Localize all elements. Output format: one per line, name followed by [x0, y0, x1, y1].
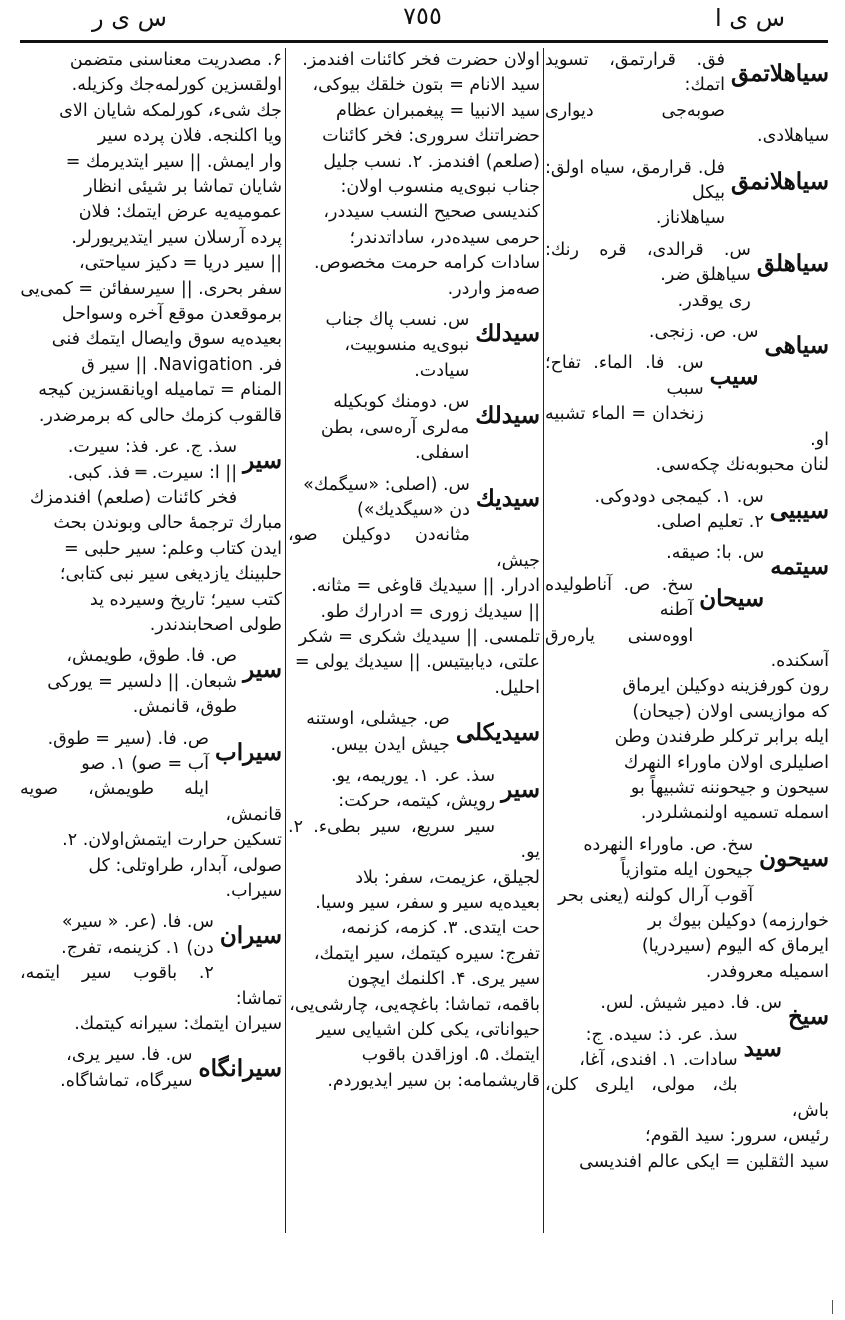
entry-text-line: باقمه، تماشا: باغچه‌یی، چارشی‌یی، — [289, 994, 540, 1015]
entry-text-line: زنخدان = الماء تشبیه او. — [545, 404, 829, 450]
entry-text-line: رویش، کیتمه، حرکت: — [338, 791, 496, 812]
entry-text-line: حت ایتدی. ۳. کزمه، کزنمه، — [340, 918, 540, 939]
page-header — [0, 0, 845, 40]
dictionary-entry — [20, 910, 282, 1037]
entry-text-line: که موازیسی اولان (جیحان) — [632, 701, 829, 722]
dictionary-entry — [545, 48, 829, 150]
dictionary-entry — [545, 156, 829, 232]
entry-text-line: سیراب. — [225, 881, 282, 901]
entry-headword: سیدیك — [475, 484, 540, 512]
entry-headword: سیدیکلی — [455, 719, 540, 747]
middle-column — [288, 48, 540, 1233]
entry-text-line: مه‌لری آره‌سی، بطن — [320, 417, 470, 438]
entry-headword: سیب — [709, 363, 759, 391]
dictionary-entry — [288, 473, 540, 702]
margin-mark — [832, 1300, 833, 1314]
entry-text-line: س. ۱. کیمجی دودوکی. — [594, 486, 764, 507]
entry-text-line: کندیسی صحیح النسب سیددر، — [323, 202, 540, 223]
entry-text-line: سید الانبیا = پیغمبران عظام — [336, 100, 540, 121]
entry-text-line: سخ. ص. آناطولیده آطنه — [545, 574, 694, 621]
entry-text-line: حیواناتی، یکی کلن اشیایی سیر — [316, 1020, 540, 1041]
entry-text-line: تفرج: سیره کیتمك، سیر ایتمك، — [313, 943, 540, 964]
dictionary-entry — [288, 48, 540, 302]
dictionary-entry — [20, 644, 282, 720]
entry-text-line: احلیل. — [494, 677, 540, 698]
entry-text-line: (صلعم) افندمز. ۲. نسب جلیل — [323, 151, 540, 172]
entry-text-line: ۲. تعلیم اصلی. — [655, 511, 764, 532]
dictionary-entry — [20, 1043, 282, 1094]
entry-text-line: اولقسزین کورلمه‌جك وکزیله. — [71, 75, 282, 96]
entry-text-line: سیر یری. ۴. اکلنمك ایچون — [347, 969, 540, 990]
entry-text-line: س. فا. (عر. « سیر» — [61, 912, 214, 933]
entry-text-line: س. دومنك کوبکیله — [333, 392, 470, 413]
entry-headword: سیبیی — [769, 496, 829, 524]
header-right-guideword: س ى ا — [714, 4, 785, 32]
dictionary-entry — [545, 238, 829, 314]
entry-text-line: المنام = تمامیله اویانقسزین کیجه — [38, 380, 282, 401]
dictionary-entry — [545, 573, 829, 827]
dictionary-entry — [545, 320, 829, 360]
entry-headword: سیاهلق — [756, 249, 829, 277]
entry-text-line: طولی اصحابندندر. — [149, 614, 282, 635]
entry-text-line: سفر بحری. || سیرسفائن = کمی‌یی — [20, 278, 282, 299]
entry-text-line: || سیدیك زوری = ادرارك طو. — [320, 601, 540, 622]
entry-text-line: پرده آرسلان سیر ایتدیریورلر. — [71, 227, 282, 248]
entry-text-line: رئیس، سرور: سید القوم؛ — [645, 1126, 829, 1147]
dictionary-entry — [20, 435, 282, 638]
dictionary-entry — [20, 48, 282, 429]
entry-text-line: حضراتنك سروری: فخر کائنات — [322, 126, 540, 147]
entry-text-line: نبوی‌یه منسوبیت، — [344, 335, 470, 356]
entry-headword: سیر — [243, 447, 282, 475]
entry-text-line: ص. فا. طوق، طویمش، — [66, 646, 238, 667]
entry-text-line: حلبینك یازدیغی سیر نبی کتابی؛ — [59, 564, 282, 585]
entry-text-line: ویا اکلنجه. فلان پرده سیر — [97, 126, 282, 147]
entry-text-line: اسمله تسمیه اولنمشلردر. — [640, 803, 829, 824]
entry-text-line: ص. فا. (سیر = طوق. — [47, 728, 210, 749]
entry-text-line: شایان تماشا بر شیئی انظار — [84, 177, 282, 198]
entry-text-line: طوق، قانمش. — [132, 697, 238, 718]
entry-text-line: س. فا. الماء. تفاح؛ سبب — [545, 353, 704, 399]
entry-text-line: کتب سیر؛ تاریخ وسیرده ید — [89, 589, 282, 610]
entry-text-line: بعیده‌یه سوق وایصال ایتمك فنی — [51, 329, 282, 350]
entry-text-line: سیحون و جیحوننه تشبیهاً بو — [630, 777, 829, 798]
entry-text-line: مثانه‌دن دوکیلن صو، جیش، — [288, 525, 540, 571]
entry-text-line: صولی، آبدار، طراوتلی: کل — [88, 855, 282, 876]
column-divider — [543, 48, 544, 1233]
column-divider — [285, 48, 286, 1233]
entry-headword: سیر — [501, 775, 540, 803]
entry-text-line: سیاهلاناز. — [655, 208, 726, 229]
entry-headword: سیاهی — [764, 332, 829, 360]
entry-text-line: سخ. ص. ماوراء النهرده — [583, 834, 754, 855]
entry-headword: سید — [743, 1034, 782, 1062]
right-column — [545, 48, 829, 1233]
entry-headword: سیدلك — [475, 320, 540, 348]
dictionary-entry — [545, 833, 829, 985]
entry-text-line: اسمیله معروفدر. — [705, 961, 829, 982]
dictionary-entry — [288, 390, 540, 466]
entry-headword: سیخ — [787, 1003, 829, 1031]
dictionary-entry — [20, 727, 282, 905]
dictionary-entry — [545, 485, 829, 536]
entry-text-line: ادرار. || سیدیك قاوغی = مثانه. — [311, 576, 540, 597]
entry-text-line: سیر سریع، سیر بطیء. ۲. یو. — [288, 816, 540, 863]
entry-text-line: سیادت. — [414, 360, 470, 381]
entry-text-line: اسفلی. — [414, 443, 470, 464]
entry-text-line: صه‌مز واردر. — [447, 278, 540, 299]
entry-text-line: خوارزمه) دوکیلن بیوك بر — [647, 911, 829, 931]
entry-text-line: آب = صو) ۱. صو — [81, 753, 210, 774]
entry-text-line: سادات کرامه حرمت مخصوص. — [313, 253, 540, 274]
entry-text-line: اووه‌سنی یاره‌رق آسکنده. — [545, 625, 829, 671]
entry-headword: سیرانگاه — [198, 1055, 282, 1083]
entry-text-line: س. قرالدی، قره رنك: سیاهلق ضر. — [545, 239, 751, 286]
entry-text-line: س. (اصلی: «سیگمك» — [303, 474, 470, 495]
entry-text-line: بعیده‌یه سیر و سفر، سیر وسیا. — [315, 893, 540, 913]
entry-headword: سیاهلانمق — [731, 167, 829, 195]
entry-text-line: ۶. مصدریت معناسنی متضمن — [69, 50, 282, 70]
entry-text-line: وار ایمش. || سیر ایتدیرمك = — [65, 151, 282, 172]
entry-text-line: || سیر دریا = دکیز سیاحتی، — [79, 253, 282, 274]
entry-text-line: قالقوب کزمك حالی که برمرضدر. — [38, 405, 282, 426]
dictionary-entry — [545, 991, 829, 1031]
entry-text-line: اصلیلری اولان ماوراء النهرك — [623, 752, 829, 773]
entry-text-line: مبارك ترجمهٔ حالی وبوندن بحث — [53, 513, 282, 534]
entry-text-line: ایرماق که الیوم (سیردریا) — [641, 936, 829, 957]
entry-text-line: عمومیه‌یه عرض ایتمك: فلان — [78, 202, 282, 223]
left-column — [20, 48, 282, 1233]
entry-text-line: سادات. ۱. افندی، آغا، — [579, 1050, 738, 1071]
header-left-guideword: س ى ر — [92, 4, 167, 32]
dictionary-entry — [545, 541, 829, 581]
entry-text-line: س. ص. زنجی. — [648, 322, 759, 343]
entry-text-line: سذ. ج. عر. فذ: سیرت. — [67, 437, 238, 458]
entry-text-line: جك شیء، کورلمکه شایان الای — [59, 100, 282, 121]
entry-headword: سیاهلاتمق — [731, 60, 829, 87]
dictionary-entry — [288, 308, 540, 384]
entry-text-line: ایله برابر ترکلر طرفندن وطن — [614, 727, 829, 748]
entry-text-line: سید الانام = بتون خلقك بیوکی، — [312, 75, 540, 96]
entry-text-line: سذ. عر. ۱. یوریمه، یو. — [330, 765, 496, 786]
entry-text-line: بك، مولی، ایلری کلن، باش، — [545, 1075, 829, 1121]
header-rule — [20, 40, 828, 43]
entry-text-line: س. فا. سیر یری، — [66, 1045, 193, 1066]
entry-text-line: سیران ایتمك: سیرانه کیتمك. — [74, 1014, 282, 1035]
entry-text-line: ایتمك. ۵. اوزاقدن باقوب — [361, 1045, 540, 1066]
entry-headword: سیر — [243, 656, 282, 684]
entry-text-line: فل. قرارمق، سیاه اولق: بیکل — [545, 157, 726, 204]
entry-text-line: ص. جیشلی، اوستنه — [306, 709, 450, 730]
entry-text-line: تسکین حرارت ایتمش‌اولان. ۲. — [62, 830, 282, 851]
entry-text-line: رون کورفزینه دوکیلن ایرماق — [622, 676, 829, 697]
entry-text-line: حرمی سیده‌در، ساداتدندر؛ — [349, 227, 540, 248]
entry-text-line: جیش ایدن بیس. — [330, 734, 450, 755]
entry-text-line: دن) ۱. کزینمه، تفرج. — [61, 937, 214, 958]
entry-text-line: فخر کائنات (صلعم) افندمزك — [29, 487, 238, 508]
entry-text-line: سیرگاه، تماشاگاه. — [60, 1070, 193, 1091]
entry-text-line: ۲. باقوب سیر ایتمه، تماشا: — [20, 963, 282, 1009]
dictionary-entry — [545, 1023, 829, 1175]
entry-text-line: سذ. عر. ذ: سیده. ج: — [585, 1024, 738, 1045]
entry-headword: سیران — [219, 922, 282, 950]
entry-text-line: فر. Navigation. || سیر ق — [81, 354, 282, 375]
entry-headword: سیحان — [699, 584, 765, 612]
entry-headword: سیدلك — [475, 402, 540, 430]
entry-text-line: آقوب آرال کولنه (یعنی بحر — [558, 885, 754, 906]
entry-text-line: ری یوقدر. — [677, 290, 751, 311]
entry-text-line: ایله طویمش، صویه قانمش، — [20, 779, 282, 825]
page-number: ٧٥٥ — [403, 2, 442, 30]
entry-headword: سیراب — [215, 738, 282, 766]
entry-text-line: || ا: سیرت. ═ فذ. کبی. — [67, 462, 238, 483]
entry-headword: سیتمه — [770, 553, 829, 581]
entry-text-line: برموقعدن موقع آخره وسواحل — [61, 304, 282, 325]
entry-text-line: اولان حضرت فخر کائنات افندمز. — [302, 50, 540, 70]
entry-text-line: ایدن کتاب وعلم: سیر حلبی = — [64, 538, 282, 559]
entry-text-line: جیحون ایله متوازیاً — [620, 860, 754, 881]
entry-text-line: لنان محبوبه‌نك چکه‌سی. — [655, 455, 829, 476]
dictionary-entry — [288, 764, 540, 1094]
entry-text-line: قاریشمامه: بن سیر ایدیوردم. — [327, 1070, 540, 1091]
entry-headword: سیحون — [759, 844, 829, 872]
entry-text-line: س. فا. دمیر شیش. لس. — [600, 993, 782, 1014]
entry-text-line: فق. قرارتمق، تسوید اتمك: — [545, 50, 726, 96]
entry-text-line: س. نسب پاك جناب — [325, 310, 470, 331]
entry-text-line: لجیلق، عزیمت، سفر: بلاد — [355, 867, 540, 888]
dictionary-entry — [288, 707, 540, 758]
entry-text-line: تلمسی. || سیدیك شکری = شکر — [298, 626, 540, 647]
entry-text-line: علتی، دیابیتیس. || سیدیك یولی = — [294, 652, 540, 673]
entry-text-line: صوبه‌جی دیواری سیاهلادی. — [545, 100, 829, 147]
entry-text-line: جناب نبوی‌یه منسوب اولان: — [340, 177, 540, 198]
entry-text-line: س. با: صیقه. — [666, 543, 765, 564]
entry-text-line: سید الثقلین = ایکی عالم افندیسی — [579, 1151, 829, 1172]
entry-text-line: دن «سیگدیك») — [357, 499, 470, 520]
entry-text-line: شبعان. || دلسیر = یورکی — [47, 671, 238, 692]
